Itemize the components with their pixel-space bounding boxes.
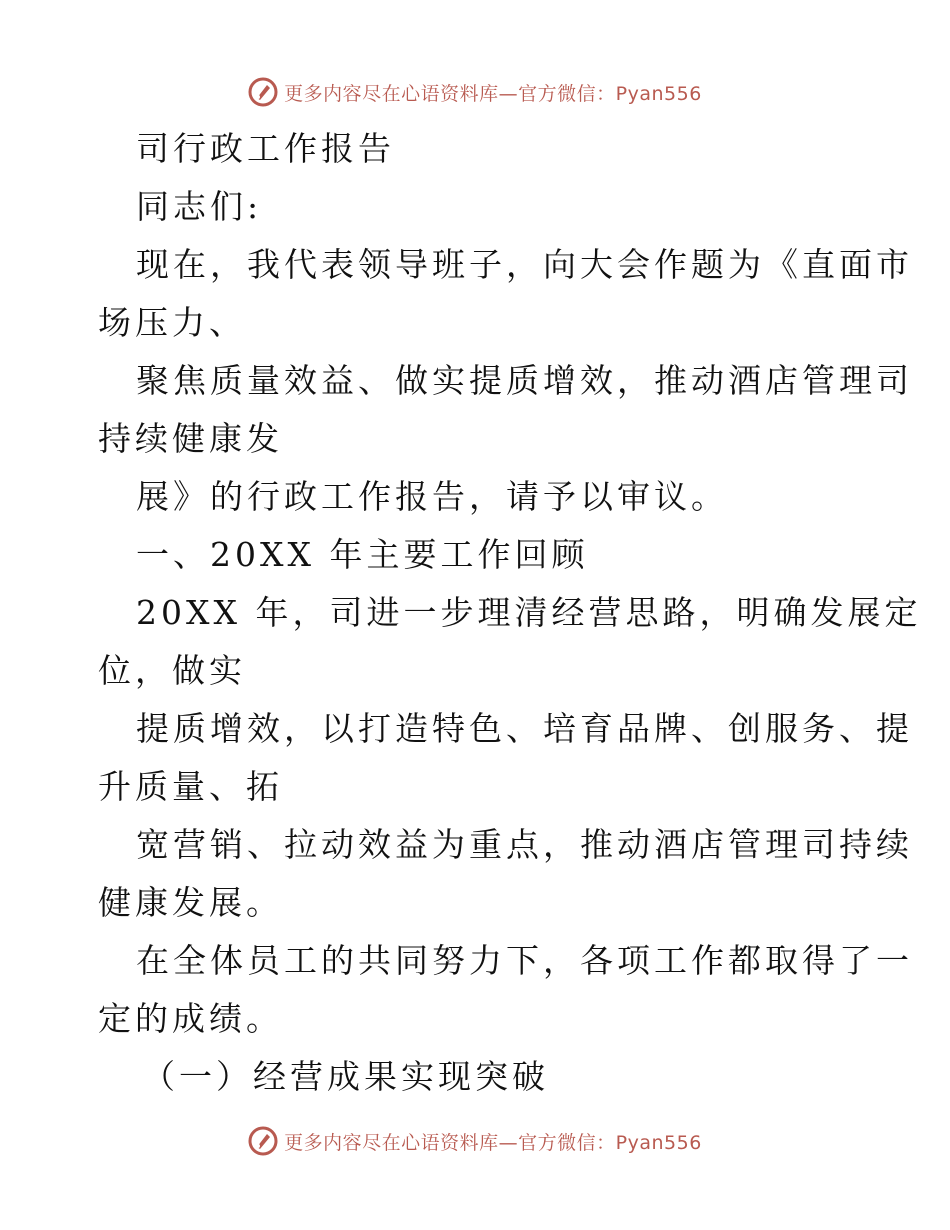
header-watermark xyxy=(0,72,950,112)
paragraph-line: 位，做实 xyxy=(98,651,246,690)
document-body xyxy=(98,120,922,1106)
pen-logo-icon xyxy=(248,1126,278,1156)
paragraph-line: 持续健康发 xyxy=(98,419,283,458)
paragraph-line: 聚焦质量效益、做实提质增效，推动酒店管理司 xyxy=(136,361,913,400)
paragraph-line: 定的成绩。 xyxy=(98,999,283,1038)
paragraph-line: 升质量、拓 xyxy=(98,767,283,806)
paragraph-line: 健康发展。 xyxy=(98,883,283,922)
paragraph-line: 展》的行政工作报告，请予以审议。 xyxy=(136,477,728,516)
watermark-text: 更多内容尽在心语资料库—官方微信：Pyan556 xyxy=(284,82,702,105)
paragraph-line: 20XX 年，司进一步理清经营思路，明确发展定 xyxy=(136,593,922,632)
paragraph-line: 提质增效，以打造特色、培育品牌、创服务、提 xyxy=(136,709,913,748)
subsection-heading: （一）经营成果实现突破 xyxy=(142,1057,549,1096)
section-heading: 一、20XX 年主要工作回顾 xyxy=(136,535,589,574)
paragraph-line: 宽营销、拉动效益为重点，推动酒店管理司持续 xyxy=(136,825,913,864)
paragraph-line: 现在，我代表领导班子，向大会作题为《直面市 xyxy=(136,245,913,284)
document-title: 司行政工作报告 xyxy=(136,129,395,168)
paragraph-line: 场压力、 xyxy=(98,303,246,342)
salutation: 同志们: xyxy=(136,187,263,226)
pen-logo-icon xyxy=(248,77,278,107)
watermark-text: 更多内容尽在心语资料库—官方微信：Pyan556 xyxy=(284,1131,702,1154)
paragraph-line: 在全体员工的共同努力下，各项工作都取得了一 xyxy=(136,941,913,980)
footer-watermark xyxy=(0,1121,950,1161)
